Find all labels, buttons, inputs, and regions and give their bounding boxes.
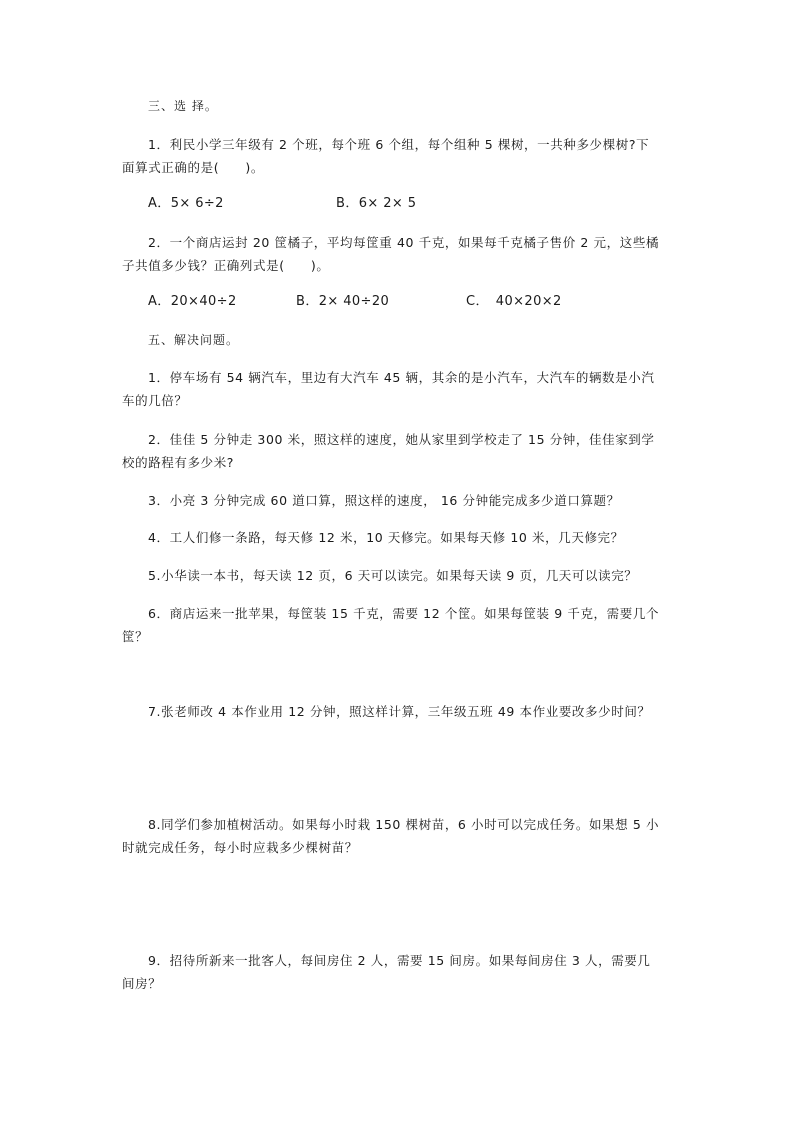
question-1-line-1: 1．利民小学三年级有 2 个班，每个班 6 个组，每个组种 5 棵树，一共种多少棵树?下 [148,137,650,152]
problem-1-line-1: 1．停车场有 54 辆汽车，里边有大汽车 45 辆，其余的是小汽车，大汽车的辆数是小汽 [148,370,655,385]
question-2-option-a: A．20×40÷2 [148,294,237,309]
question-2-option-c: C． 40×20×2 [466,294,562,309]
problem-2-line-1: 2．佳佳 5 分钟走 300 米，照这样的速度，她从家里到学校走了 15 分钟，佳佳家到学 [148,432,655,447]
problem-7: 7.张老师改 4 本作业用 12 分钟，照这样计算，三年级五班 49 本作业要改多少时间？ [148,704,651,719]
question-1-option-a: A．5× 6÷2 [148,196,224,211]
question-1-line-2: 面算式正确的是( )。 [122,160,264,175]
problem-3: 3．小亮 3 分钟完成 60 道口算，照这样的速度， 16 分钟能完成多少道口算题？ [148,493,620,508]
question-2-option-b: B．2× 40÷20 [296,294,390,309]
problem-1-line-2: 车的几倍？ [122,393,188,408]
problem-6-line-2: 筐？ [122,629,149,644]
problem-5: 5.小华读一本书，每天读 12 页，6 天可以读完。如果每天读 9 页，几天可以读完？ [148,568,638,583]
section-5-title: 五、解决问题。 [148,333,240,347]
problem-9-line-2: 间房？ [122,976,162,991]
problem-8-line-2: 时就完成任务，每小时应栽多少棵树苗？ [122,840,358,855]
section-3-title: 三、选 择。 [148,99,218,113]
problem-4: 4．工人们修一条路，每天修 12 米，10 天修完。如果每天修 10 米，几天修完？ [148,530,624,545]
question-1-option-b: B．6× 2× 5 [336,196,417,211]
problem-8-line-1: 8.同学们参加植树活动。如果每小时栽 150 棵树苗，6 小时可以完成任务。如果想 5 小 [148,817,660,832]
problem-9-line-1: 9．招待所新来一批客人，每间房住 2 人，需要 15 间房。如果每间房住 3 人，需要几 [148,953,651,968]
problem-2-line-2: 校的路程有多少米? [122,455,235,470]
problem-6-line-1: 6．商店运来一批苹果，每筐装 15 千克，需要 12 个筐。如果每筐装 9 千克，需要几个 [148,606,660,621]
question-2-line-1: 2．一个商店运封 20 筐橘子，平均每筐重 40 千克，如果每千克橘子售价 2 元，这些橘 [148,235,660,250]
question-2-line-2: 子共值多少钱？正确列式是( )。 [122,258,330,273]
